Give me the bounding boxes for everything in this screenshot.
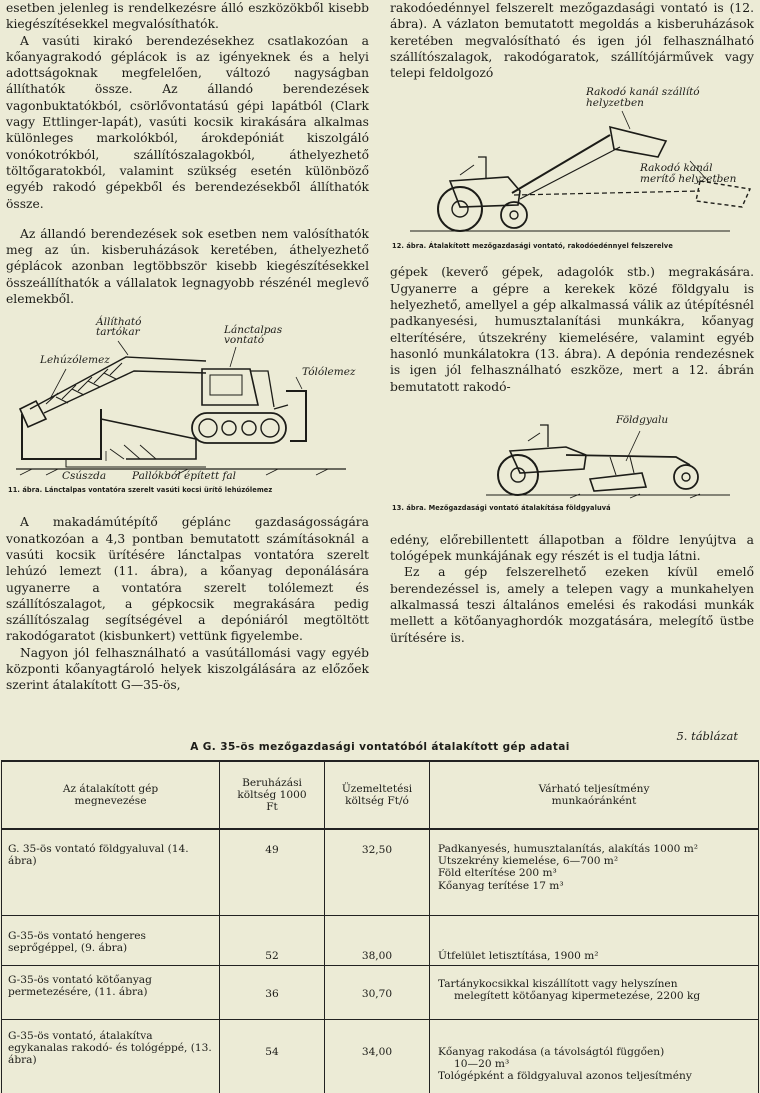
cell-operating: 34,00 <box>325 1019 430 1093</box>
cell-name: G. 35-ös vontató földgyaluval (14. ábra) <box>2 829 220 915</box>
figure-12 <box>390 81 754 241</box>
header-performance: Várható teljesítmény munkaóránként <box>430 761 759 829</box>
performance-line: Föld elterítése 200 m³ <box>438 867 557 880</box>
paragraph: A makadámútépítő géplánc gazdaságosságára vonatkozóan a 4,3 pontban bemutatott számításoknál a vasúti kocsik ürítésére lánctalpas vontatóra szerelt lehúzó lemezt (11. ábra), a kőanyag deponálására ugyanerre a vontatóra szerelt tolólemezt és szállítószalagot, a gépkocsik megrakására pedig szállítószalag segítségével a depóniáról megtöltött rakodógaratot (kisbunkert) vettünk figyelembe. <box>6 515 369 644</box>
label-lehuzolemez: Lehúzólemez <box>40 354 110 367</box>
figure-13 <box>390 395 754 501</box>
cell-investment: 49 <box>220 829 325 915</box>
cell-name: G-35-ös vontató kötőanyag permetezésére, (11. ábra) <box>2 965 220 1019</box>
cell-name: G-35-ös vontató hengeres seprőgéppel, (9. ábra) <box>2 915 220 965</box>
cell-investment: 54 <box>220 1019 325 1093</box>
header-investment: Beruházási költség 1000 Ft <box>220 761 325 829</box>
performance-line: Tológépként a földgyaluval azonos teljesítmény <box>438 1069 692 1082</box>
cell-performance <box>430 1019 759 1093</box>
paragraph: Az állandó berendezések sok esetben nem valósíthatók meg az ún. kisberuházások keretében, áthelyezhető géplácok azonban legtöbbször kisebb kiegészítésekkel összeállíthatók a vállalatok legnagyobb részénél meglevő elemekből. <box>6 226 369 307</box>
paragraph: A vasúti kirakó berendezésekhez csatlakozóan a kőanyagrakodó géplácok is az igényeknek és a helyi adottságoknak megfelelően, változó nagyságban állíthatók össze. Az állandó berendezések vagonbuktatókból, csörlővontatású gépi lapátból (Clark vagy Ettlinger-lapát), vasúti kocsik kirakására alkalmas különleges markolókból, árokdepóniát kiszolgáló vonókotrókból, szállítószalagokból, áthelyezhető töltőgaratokból, valamint szükség esetén különböző egyéb rakodó gépekből és berendezésekből állíthatók össze. <box>6 33 369 211</box>
figure-11-caption: 11. ábra. Lánctalpas vontatóra szerelt vasúti kocsi ürítő lehúzólemez <box>8 486 273 495</box>
header-operating: Üzemeltetési költség Ft/ó <box>325 761 430 829</box>
table-row <box>2 965 759 1019</box>
performance-line: Utszekrény kiemelése, 6—700 m² <box>438 855 619 868</box>
performance-line: melegített kötőanyag kipermetezése, 2200 kg <box>454 989 701 1002</box>
table-row <box>2 1019 759 1093</box>
left-column <box>6 0 369 694</box>
label-kanal-szallito: Rakodó kanál szállító helyzetben <box>586 86 700 110</box>
figure-13-drawing <box>390 395 754 501</box>
right-column <box>390 0 754 646</box>
figure-12-caption: 12. ábra. Átalakított mezőgazdasági vontató, rakodóedénnyel felszerelve <box>392 242 673 251</box>
performance-line: Útfelület letisztítása, 1900 m² <box>438 949 599 962</box>
paragraph: esetben jelenleg is rendelkezésre álló eszközökből kisebb kiegészítésekkel megvalósíthatók. <box>6 1 369 32</box>
performance-line: Padkanyesés, humusztalanítás, alakítás 1000 m² <box>438 843 699 855</box>
label-foldgyalu: Földgyalu <box>616 413 669 426</box>
cell-name: G-35-ös vontató, átalakítva egykanalas rakodó- és tológéppé, (13. ábra) <box>2 1019 220 1093</box>
label-allithato-tartokar: Állítható tartókar <box>96 316 142 339</box>
cell-operating: 30,70 <box>325 965 430 1019</box>
cell-performance <box>430 915 759 965</box>
label-tololemez: Tólólemez <box>302 366 356 379</box>
cell-operating: 32,50 <box>325 829 430 915</box>
performance-line: Tartánykocsikkal kiszállított vagy helyszínen <box>438 977 678 990</box>
table-header-row <box>2 761 759 829</box>
performance-line: 10—20 m³ <box>454 1057 510 1070</box>
cell-investment: 36 <box>220 965 325 1019</box>
paragraph: gépek (keverő gépek, adagolók stb.) megrakására. Ugyanerre a gépre a kerekek közé földgyalu is helyezhető, amellyel a gép alkalmassá válik az útépítésnél padkanyesési, humusztalanítási munkákra, kőanyag elterítésére, útszekrény kiemelésére, valamint egyéb hasonló munkálatokra (13. ábra). A depónia rendezésnek is igen jól felhasználható eszköze, mert a 12. ábrán bemutatott rakodó- <box>390 265 754 394</box>
label-csuszda: Csúszda <box>62 470 107 483</box>
table-title: A G. 35-ös mezőgazdasági vontatóból átalakított gép adatai <box>190 741 570 753</box>
table-row <box>2 829 759 915</box>
paragraph: edény, előrebillentett állapotban a földre lenyújtva a tológépek munkájának egy részét is el tudja látni. <box>390 532 754 564</box>
label-kanal-merito: Rakodó kanál merítő helyzetben <box>640 162 737 186</box>
label-pallokbol-fal: Pallókból épített fal <box>132 470 237 483</box>
table-number: 5. táblázat <box>676 729 738 743</box>
table-row <box>2 915 759 965</box>
cell-performance <box>430 965 759 1019</box>
paragraph: rakodóedénnyel felszerelt mezőgazdasági vontató is (12. ábra). A vázlaton bemutatott megoldás a kisberuházások keretében megvalósítható és igen jól felhasználható szállítószalagok, rakodógaratok, szállítójárművek vagy telepi feldolgozó <box>390 1 754 81</box>
figure-11-drawing <box>6 309 369 484</box>
header-name: Az átalakított gép megnevezése <box>2 761 220 829</box>
cell-investment: 52 <box>220 915 325 965</box>
label-lanctalpas-vontato: Lánctalpas vontató <box>224 324 283 347</box>
cell-operating: 38,00 <box>325 915 430 965</box>
paragraph: Ez a gép felszerelhető ezeken kívül emelő berendezéssel is, amely a telepen vagy a munkahelyen alkalmassá teszi általános emelési és rakodási munkák mellett a kötőanyaghordók mozgatására, melegítő üstbe ürítésére is. <box>390 565 754 645</box>
figure-13-caption: 13. ábra. Mezőgazdasági vontató átalakítása földgyaluvá <box>392 503 611 512</box>
paragraph: Nagyon jól felhasználható a vasútállomási vagy egyéb központi kőanyagtároló helyek kiszolgálására az előzőek szerint átalakított G—35-ös, <box>6 645 369 693</box>
machine-data-table <box>1 760 759 1093</box>
cell-performance <box>430 829 759 915</box>
performance-line: Kőanyag terítése 17 m³ <box>438 879 564 892</box>
performance-line: Kőanyag rakodása (a távolságtól függően) <box>438 1045 665 1058</box>
figure-11 <box>6 309 369 484</box>
